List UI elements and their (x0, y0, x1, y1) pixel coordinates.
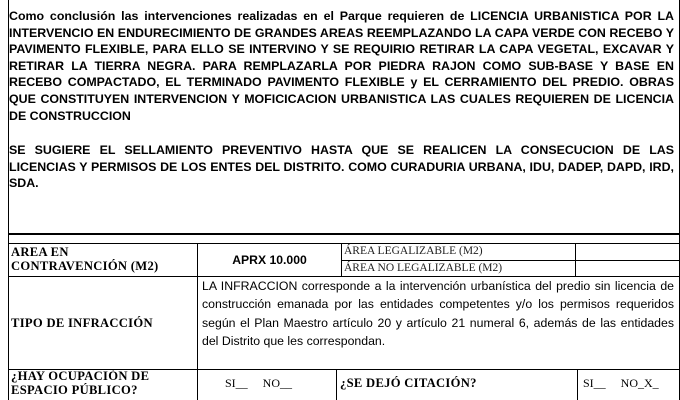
area-subdivider (341, 260, 679, 261)
tipo-infraccion-label: TIPO DE INFRACCIÓN (11, 316, 153, 330)
column-divider-4 (336, 369, 337, 400)
tipo-infraccion-description: LA INFRACCION corresponde a la intervención urbanística del predio sin licencia de construcción emanada por las entidades competentes y/o los permisos requeridos según el Plan Maestro artículo 20 y artículo 21 numeral 6, además de las entidades del Distrito que les correspondan. (202, 279, 674, 349)
area-contravencion-value: APRX 10.000 (232, 253, 307, 267)
ocupacion-options: SI__ NO__ (225, 376, 293, 390)
area-contravencion-label: AREA EN CONTRAVENCIÓN (M2) (11, 245, 159, 273)
citacion-options: SI__ NO_X_ (583, 376, 659, 390)
column-divider-2 (341, 243, 342, 276)
ocupacion-espacio-publico-label: ¿HAY OCUPACIÓN DE ESPACIO PÚBLICO? (11, 369, 150, 397)
area-legalizable-label: ÁREA LEGALIZABLE (M2) (344, 245, 483, 257)
column-divider-3 (575, 243, 576, 276)
suggestion-paragraph: SE SUGIERE EL SELLAMIENTO PREVENTIVO HASTA QUE SE REALICEN LA CONSECUCION DE LAS LICENCIAS Y PERMISOS DE LOS ENTES DEL DISTRITO. COMO CURADURIA URBANA, IDU, DADEP, DAPD, IRD, SDA. (9, 143, 674, 191)
area-no-legalizable-label: ÁREA NO LEGALIZABLE (M2) (344, 262, 503, 274)
citacion-label: ¿SE DEJÓ CITACIÓN? (340, 376, 477, 390)
column-divider-5 (577, 369, 578, 400)
table-header-border (8, 243, 679, 244)
conclusion-paragraph: Como conclusión las intervenciones realizadas en el Parque requieren de LICENCIA URBANISTICA POR LA INTERVENCIO EN ENDURECIMIENTO DE GRANDES AREAS REEMPLAZANDO LA CAPA VERDE CON RECEBO Y PAVIMENTO FLEXIBLE, PARA ELLO SE INTERVINO Y SE REQUIRIO RETIRAR LA CAPA VEGETAL, EXCAVAR Y RETIRAR LA TIERRA NEGRA. PARA REMPLAZARLA POR PIEDRA RAJON COMO SUB-BASE Y BASE EN RECEBO COMPACTADO, EL TERMINADO PAVIMENTO FLEXIBLE y EL CERRAMIENTO DEL PREDIO. OBRAS QUE CONSTITUYEN INTERVENCION Y MOFICICACION URBANISTICA LAS CUALES REQUIEREN DE LICENCIA DE CONSTRUCCION (9, 9, 674, 123)
table-top-border (8, 233, 679, 235)
